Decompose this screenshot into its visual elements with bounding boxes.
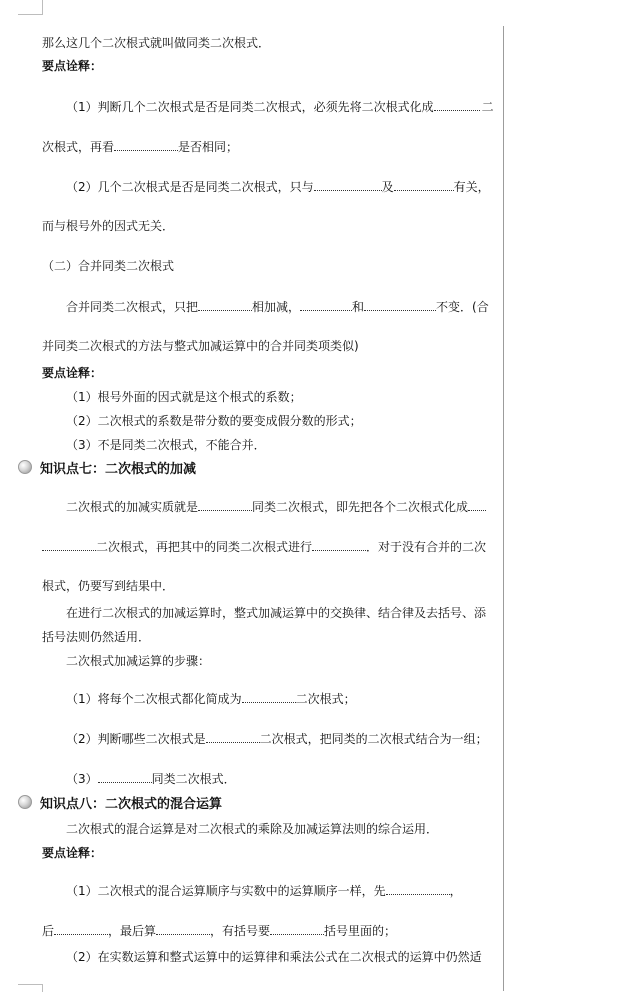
- text-line: 括号法则仍然适用．: [42, 630, 151, 644]
- text-line: （2）几个二次根式是否是同类二次根式，只与 及 有关，: [66, 180, 490, 194]
- text-line: （1）二次根式的混合运算顺序与实数中的运算顺序一样，先 ，: [66, 884, 462, 898]
- fill-blank[interactable]: [198, 498, 252, 511]
- text-line: （1）判断几个二次根式是否是同类二次根式，必须先将二次根式化成 二: [66, 100, 494, 114]
- text-line: 二次根式，再把其中的同类二次根式进行 ．对于没有合并的二次: [42, 538, 486, 555]
- knowledge-point-8: [18, 793, 222, 811]
- fill-blank[interactable]: [386, 882, 450, 895]
- text-line: （2）在实数运算和整式运算中的运算律和乘法公式在二次根式的运算中仍然适: [66, 950, 482, 964]
- fill-blank[interactable]: [394, 178, 454, 191]
- text-line: 次根式，再看 是否相同；: [42, 140, 239, 154]
- knowledge-point-7: [18, 458, 196, 476]
- text-line: （3） 同类二次根式．: [66, 772, 236, 786]
- fill-blank[interactable]: [312, 538, 366, 551]
- note-heading: 要点诠释：: [42, 59, 103, 73]
- bullet-icon: [18, 795, 32, 809]
- subsection-heading: （二）合并同类二次根式: [42, 259, 175, 273]
- note-heading: 要点诠释：: [42, 366, 103, 380]
- fill-blank[interactable]: [434, 98, 480, 111]
- text-line: 二次根式加减运算的步骤：: [66, 654, 211, 668]
- text-line: （1）将每个二次根式都化简成为 二次根式；: [66, 692, 356, 706]
- fill-blank[interactable]: [468, 498, 486, 511]
- text-line: 并同类二次根式的方法与整式加减运算中的合并同类项类似): [42, 339, 359, 353]
- text-line: （2）判断哪些二次根式是 二次根式，把同类的二次根式结合为一组；: [66, 732, 488, 746]
- knowledge-point-title: 知识点七：二次根式的加减: [40, 461, 197, 477]
- note-heading: 要点诠释：: [42, 846, 103, 860]
- text-line: 后 ，最后算 ，有括号要 括号里面的；: [42, 924, 397, 938]
- fill-blank[interactable]: [54, 922, 108, 935]
- fill-blank[interactable]: [270, 922, 324, 935]
- text-line: 二次根式的加减实质就是 同类二次根式，即先把各个二次根式化成: [66, 498, 486, 515]
- fill-blank[interactable]: [242, 690, 296, 703]
- fill-blank[interactable]: [42, 538, 96, 551]
- text-line: 根式，仍要写到结果中．: [42, 579, 175, 593]
- crop-mark-top: [18, 0, 43, 15]
- bullet-icon: [18, 460, 32, 474]
- text-line: （1）根号外面的因式就是这个根式的系数；: [66, 390, 302, 404]
- margin-line: [503, 26, 504, 991]
- text-line: 二次根式的混合运算是对二次根式的乘除及加减运算法则的综合运用．: [66, 822, 439, 836]
- fill-blank[interactable]: [98, 770, 152, 783]
- fill-blank[interactable]: [114, 138, 178, 151]
- fill-blank[interactable]: [156, 922, 210, 935]
- fill-blank[interactable]: [198, 298, 252, 311]
- text-line: 而与根号外的因式无关．: [42, 219, 175, 233]
- text-line: 在进行二次根式的加减运算时，整式加减运算中的交换律、结合律及去括号、添: [66, 606, 487, 620]
- text-line: （3）不是同类二次根式，不能合并．: [66, 438, 266, 452]
- knowledge-point-title: 知识点八：二次根式的混合运算: [40, 796, 223, 812]
- fill-blank[interactable]: [314, 178, 382, 191]
- text-line: （2）二次根式的系数是带分数的要变成假分数的形式；: [66, 414, 362, 428]
- fill-blank[interactable]: [206, 730, 260, 743]
- text-line: 那么这几个二次根式就叫做同类二次根式．: [42, 36, 271, 50]
- fill-blank[interactable]: [364, 298, 436, 311]
- text-line: 合并同类二次根式，只把 相加减， 和 不变．(合: [66, 300, 489, 314]
- fill-blank[interactable]: [300, 298, 352, 311]
